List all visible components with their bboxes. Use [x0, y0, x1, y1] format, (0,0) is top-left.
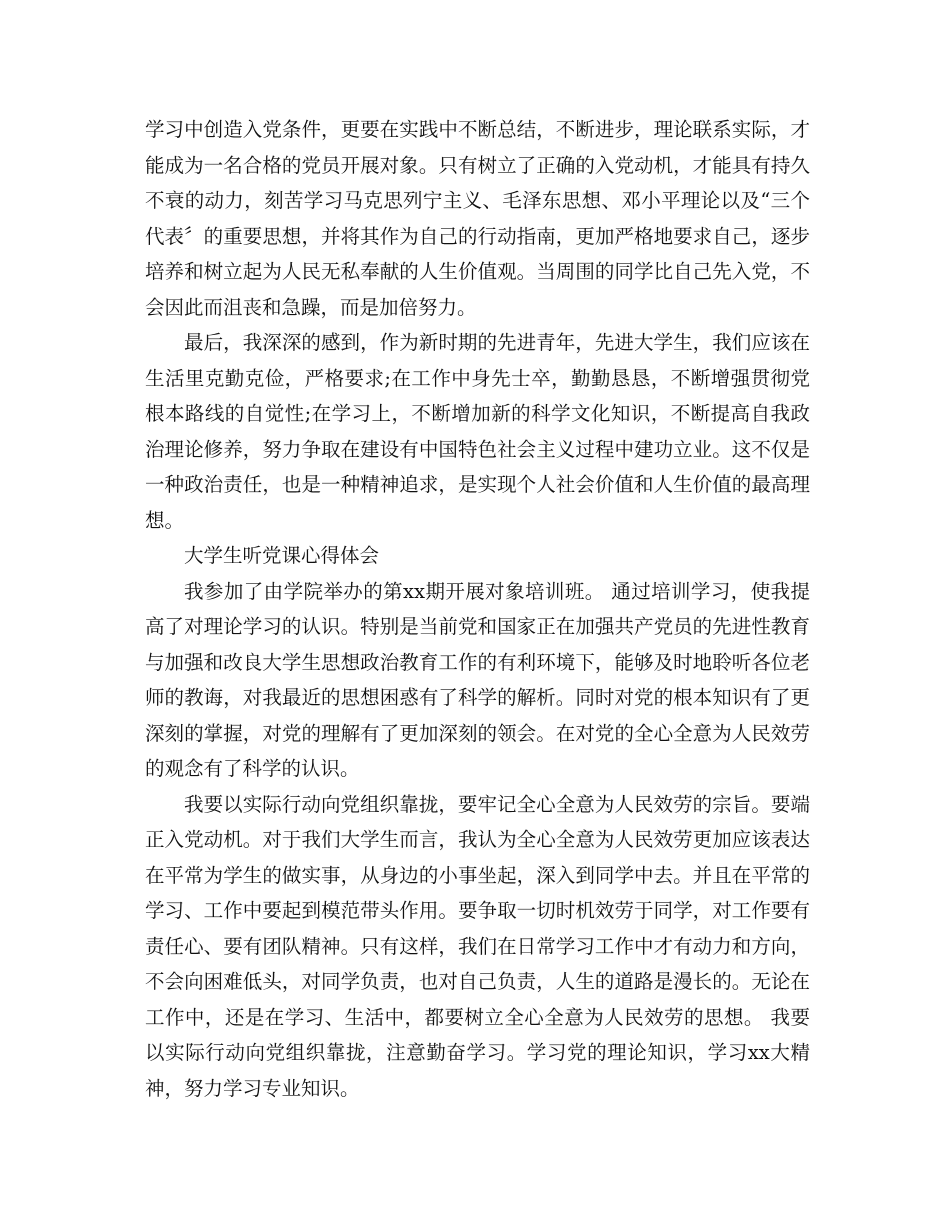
document-body — [145, 112, 810, 1106]
paragraph-training: 我参加了由学院举办的第xx期开展对象培训班。 通过培训学习，使我提高了对理论学习的认识。特别是当前党和国家正在加强共产党员的先进性教育与加强和改良大学生思想政治教育工作的有利环境下，能够及时地聆听各位老师的教诲，对我最近的思想困惑有了科学的解析。同时对党的根本知识有了更深刻的掌握，对党的理解有了更加深刻的领会。在对党的全心全意为人民效劳的观念有了科学的认识。 — [145, 579, 810, 780]
section-heading: 大学生听党课心得体会 — [184, 544, 380, 567]
paragraph-continuation: 学习中创造入党条件，更要在实践中不断总结，不断进步，理论联系实际，才能成为一名合格的党员开展对象。只有树立了正确的入党动机，才能具有持久不衰的动力，刻苦学习马克思列宁主义、毛泽东思想、邓小平理论以及“三个代表〞的重要思想，并将其作为自己的行动指南，更加严格地要求自己，逐步培养和树立起为人民无私奉献的人生价值观。当周围的同学比自己先入党，不会因此而沮丧和急躁，而是加倍努力。 — [145, 118, 810, 319]
paragraph-action: 我要以实际行动向党组织靠拢，要牢记全心全意为人民效劳的宗旨。要端正入党动机。对于我们大学生而言，我认为全心全意为人民效劳更加应该表达在平常为学生的做实事，从身边的小事坐起，深入到同学中去。并且在平常的学习、工作中要起到模范带头作用。要争取一切时机效劳于同学，对工作要有责任心、要有团队精神。只有这样，我们在日常学习工作中才有动力和方向，不会向困难低头，对同学负责，也对自己负责，人生的道路是漫长的。无论在工作中，还是在学习、生活中，都要树立全心全意为人民效劳的思想。 我要以实际行动向党组织靠拢，注意勤奋学习。学习党的理论知识，学习xx大精神，努力学习专业知识。 — [145, 792, 810, 1100]
paragraph-conclusion: 最后，我深深的感到，作为新时期的先进青年，先进大学生，我们应该在生活里克勤克俭，严格要求;在工作中身先士卒，勤勤恳恳，不断增强贯彻党根本路线的自觉性;在学习上，不断增加新的科学文化知识，不断提高自我政治理论修养，努力争取在建设有中国特色社会主义过程中建功立业。这不仅是一种政治责任，也是一种精神追求，是实现个人社会价值和人生价值的最高理想。 — [145, 331, 810, 532]
